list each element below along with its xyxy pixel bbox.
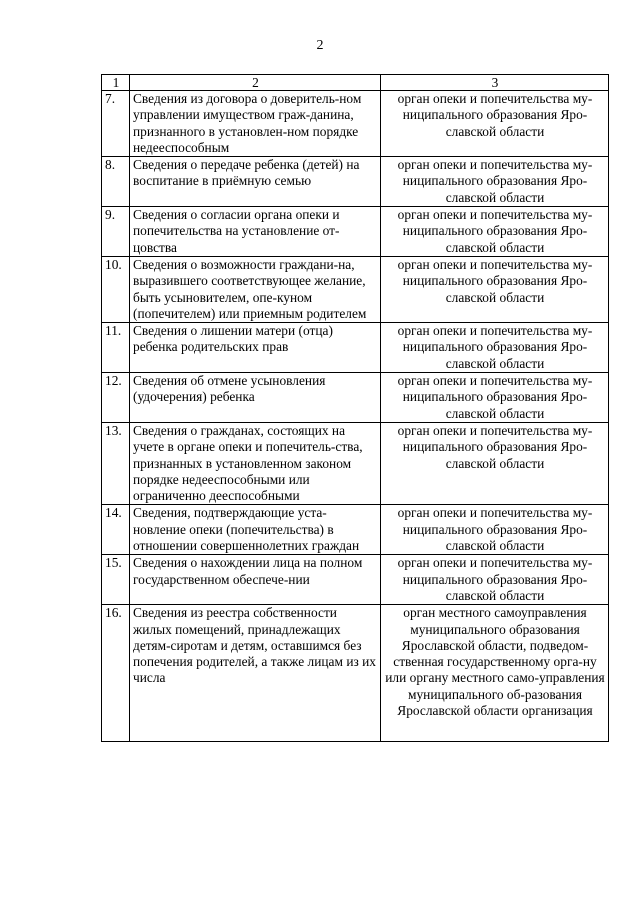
row-description-cell: Сведения о гражданах, состоящих на учете в органе опеки и попечитель-ства, признанных в установленном законом порядке недееспособными или ограниченно дееспособными bbox=[130, 422, 381, 504]
row-description-cell: Сведения из реестра собственности жилых помещений, принадлежащих детям-сиротам и детям, оставшимся без попечения родителей, а также лицам из их числа bbox=[130, 605, 381, 742]
column-header-3: 3 bbox=[381, 75, 609, 91]
column-header-2: 2 bbox=[130, 75, 381, 91]
row-organization-cell: орган опеки и попечительства му-ниципального образования Яро-славской области bbox=[381, 505, 609, 555]
row-organization-cell: орган опеки и попечительства му-ниципального образования Яро-славской области bbox=[381, 256, 609, 322]
row-description-cell: Сведения о нахождении лица на полном государственном обеспече-нии bbox=[130, 555, 381, 605]
row-number-cell: 15. bbox=[102, 555, 130, 605]
row-description-cell: Сведения о возможности граждани-на, выразившего соответствующее желание, быть усыновителем, опе-куном (попечителем) или приемным родителем bbox=[130, 256, 381, 322]
row-description-cell: Сведения о передаче ребенка (детей) на воспитание в приёмную семью bbox=[130, 157, 381, 207]
row-organization-cell: орган опеки и попечительства му-ниципального образования Яро-славской области bbox=[381, 157, 609, 207]
row-number-cell: 14. bbox=[102, 505, 130, 555]
row-description-cell: Сведения, подтверждающие уста-новление опеки (попечительства) в отношении совершеннолетних граждан bbox=[130, 505, 381, 555]
row-description-cell: Сведения о лишении матери (отца) ребенка родительских прав bbox=[130, 323, 381, 373]
row-organization-cell: орган опеки и попечительства му-ниципального образования Яро-славской области bbox=[381, 373, 609, 423]
row-organization-cell: орган опеки и попечительства му-ниципального образования Яро-славской области bbox=[381, 323, 609, 373]
table-row bbox=[102, 157, 609, 207]
row-number-cell: 11. bbox=[102, 323, 130, 373]
row-number-cell: 16. bbox=[102, 605, 130, 742]
row-number-cell: 13. bbox=[102, 422, 130, 504]
row-number-cell: 7. bbox=[102, 91, 130, 157]
row-organization-cell: орган опеки и попечительства му-ниципального образования Яро-славской области bbox=[381, 555, 609, 605]
table-header-row bbox=[102, 75, 609, 91]
table-row bbox=[102, 555, 609, 605]
column-header-1: 1 bbox=[102, 75, 130, 91]
table-row bbox=[102, 373, 609, 423]
table-row bbox=[102, 422, 609, 504]
table-row bbox=[102, 256, 609, 322]
row-number-cell: 12. bbox=[102, 373, 130, 423]
table-row bbox=[102, 91, 609, 157]
table-row bbox=[102, 505, 609, 555]
row-organization-cell: орган опеки и попечительства му-ниципального образования Яро-славской области bbox=[381, 422, 609, 504]
table-row bbox=[102, 207, 609, 257]
page-number: 2 bbox=[316, 38, 324, 53]
row-organization-cell: орган местного самоуправления муниципального образования Ярославской области, подведом-ственная государственному орга-ну или органу местного само-управления муниципального об-разования Ярославской области организация bbox=[381, 605, 609, 742]
row-description-cell: Сведения о согласии органа опеки и попечительства на установление от-цовства bbox=[130, 207, 381, 257]
row-description-cell: Сведения из договора о доверитель-ном управлении имуществом граж-данина, признанного в установлен-ном порядке недееспособным bbox=[130, 91, 381, 157]
row-number-cell: 10. bbox=[102, 256, 130, 322]
row-number-cell: 9. bbox=[102, 207, 130, 257]
row-organization-cell: орган опеки и попечительства му-ниципального образования Яро-славской области bbox=[381, 207, 609, 257]
row-number-cell: 8. bbox=[102, 157, 130, 207]
data-table bbox=[101, 74, 609, 742]
row-description-cell: Сведения об отмене усыновления (удочерения) ребенка bbox=[130, 373, 381, 423]
row-organization-cell: орган опеки и попечительства му-ниципального образования Яро-славской области bbox=[381, 91, 609, 157]
table-row bbox=[102, 323, 609, 373]
table-row bbox=[102, 605, 609, 742]
